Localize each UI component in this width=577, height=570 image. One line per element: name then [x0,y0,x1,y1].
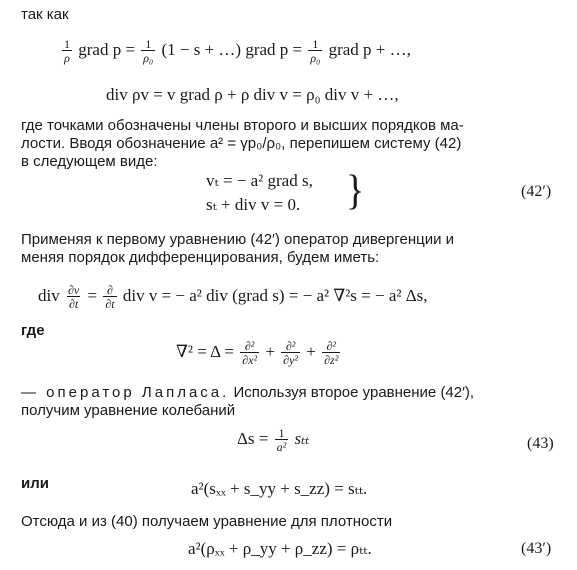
fraction-1-a2 [275,427,289,453]
text-line-1: так как [21,6,69,23]
fraction-dv-dt [66,284,81,310]
fraction-d2-dx2 [240,340,259,366]
equation-density: a²(ρₓₓ + ρ_yy + ρ_zz) = ρₜₜ. [188,539,372,558]
equation-number-43: (43) [527,435,554,452]
text-line-9: Отсюда и из (40) получаем уравнение для плотности [21,513,393,530]
fraction-1-rho0-b [308,38,322,64]
fraction-d-dt [103,284,116,310]
text-line-3: лости. Вводя обозначение a² = γp₀/ρ₀, перепишем систему (42) [21,135,462,152]
frac-den: ∂z² [324,353,339,367]
text-line-4: в следующем виде: [21,153,158,170]
eq5-part1: Δs = [237,428,273,448]
plus-sign: + [261,341,280,361]
text-line-7-rest: Используя второе уравнение (42′), [229,384,475,401]
eq5-part2: sₜₜ [290,428,310,448]
eq3-part1: div [38,285,64,305]
frac-den: ∂t [68,297,79,311]
text-line-5: Применяя к первому уравнению (42′) оператор дивергенции и [21,231,455,248]
frac-den: ∂y² [283,353,299,367]
operator-laplace-term: — оператор Лапласа. [21,384,230,401]
text-line-7 [21,384,474,402]
system-eq-1: vₜ = − a² grad s, [206,171,313,190]
fraction-d2-dz2 [322,340,340,366]
text-line-6: меняя порядок дифференцирования, будем иметь: [21,249,380,266]
text-line-2: где точками обозначены члены второго и высших порядков ма- [21,117,464,134]
text-gde-1: где [21,322,45,339]
text-line-8: получим уравнение колебаний [21,402,236,419]
frac-num: ∂v [67,283,80,297]
eq4-part1: ∇² = Δ = [176,341,239,361]
plus-sign: + [302,341,321,361]
eq1-part2: (1 − s + …) grad p = [157,39,307,59]
system-eq-2: sₜ + div v = 0. [206,195,301,214]
eq3-part3: div v = − a² div (grad s) = − a² ∇²s = − a² Δs, [118,285,428,305]
equation-number-43prime: (43′) [521,540,552,557]
fraction-1-rho0 [141,38,155,64]
eq3-part2: = [83,285,102,305]
fraction-d2-dy2 [281,340,300,366]
equation-div: div ρv = v grad ρ + ρ div v = ρ₀ div v + …, [106,85,399,104]
frac-num: ∂² [285,339,296,353]
frac-num: ∂² [244,339,255,353]
frac-num: 1 [312,37,319,51]
equation-number-42prime: (42′) [521,183,552,200]
equation-divergence [38,284,428,310]
fraction-1-rho [62,38,72,64]
equation-grad [60,38,411,64]
frac-den: ρ₀ [310,51,321,65]
frac-den: ∂x² [242,353,258,367]
frac-num: 1 [145,37,152,51]
frac-num: ∂ [107,283,113,297]
frac-num: 1 [64,37,70,51]
equation-wave-expanded: a²(sₓₓ + s_yy + s_zz) = sₜₜ. [191,479,368,498]
frac-den: ρ [64,51,70,65]
frac-den: a² [276,440,287,454]
frac-den: ∂t [105,297,115,311]
equation-laplacian [176,340,342,366]
equation-wave [237,427,310,453]
eq1-part3: grad p + …, [324,39,411,59]
eq1-part1: grad p = [74,39,140,59]
frac-den: ρ₀ [143,51,154,65]
frac-num: 1 [278,426,285,440]
frac-num: ∂² [326,339,336,353]
text-ili: или [21,475,49,492]
right-brace: } [346,167,365,215]
